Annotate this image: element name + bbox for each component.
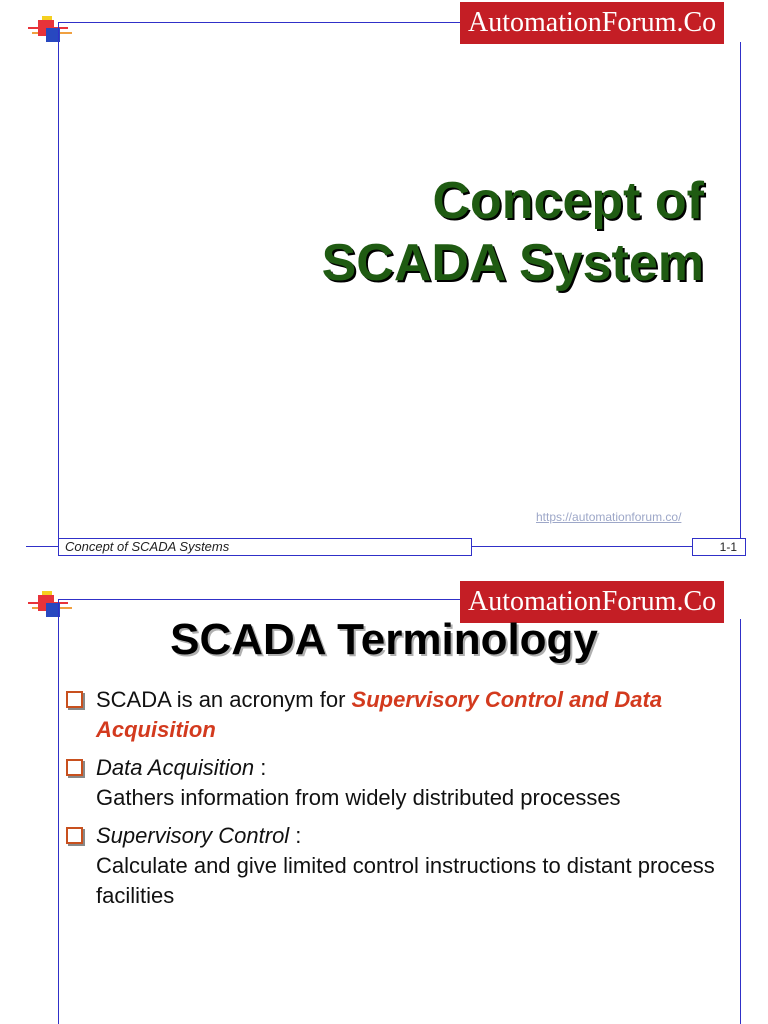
square-checkbox-icon — [66, 759, 83, 776]
bullet-description: Gathers information from widely distributed processes — [96, 785, 621, 810]
bullet-colon: : — [254, 755, 267, 780]
right-rule — [740, 619, 741, 1024]
left-rule — [58, 22, 59, 538]
slide-heading: SCADA Terminology — [170, 615, 598, 664]
slide-logo-icon — [28, 16, 76, 46]
page-number: 1-1 — [692, 538, 746, 556]
top-rule — [58, 599, 462, 600]
brand-banner: AutomationForum.Co — [460, 581, 724, 623]
square-checkbox-icon — [66, 691, 83, 708]
right-rule — [740, 42, 741, 538]
footer-rule-left — [26, 546, 58, 547]
square-checkbox-icon — [66, 827, 83, 844]
bullet-supervisory-control — [66, 821, 716, 911]
bullet-description: Calculate and give limited control instructions to distant process facilities — [96, 853, 715, 908]
bullet-term: Data Acquisition — [96, 755, 255, 780]
title-line-2: SCADA System — [321, 234, 704, 292]
terminology-slide — [0, 575, 768, 1024]
brand-banner: AutomationForum.Co — [460, 2, 724, 44]
footer-rule-mid — [472, 546, 692, 547]
title-line-1: Concept of — [432, 172, 704, 230]
bullet-acronym — [66, 685, 716, 745]
bullet-list — [66, 685, 716, 919]
bullet-highlight: Supervisory Control and Data Acquisition — [96, 687, 663, 742]
top-rule — [58, 22, 462, 23]
source-link[interactable]: https://automationforum.co/ — [536, 510, 682, 524]
bullet-data-acquisition — [66, 753, 716, 813]
slide-title — [322, 170, 704, 294]
bullet-colon: : — [289, 823, 302, 848]
bullet-lead: SCADA is an acronym for — [96, 687, 352, 712]
footer-title: Concept of SCADA Systems — [58, 538, 472, 556]
bullet-term: Supervisory Control — [96, 823, 290, 848]
